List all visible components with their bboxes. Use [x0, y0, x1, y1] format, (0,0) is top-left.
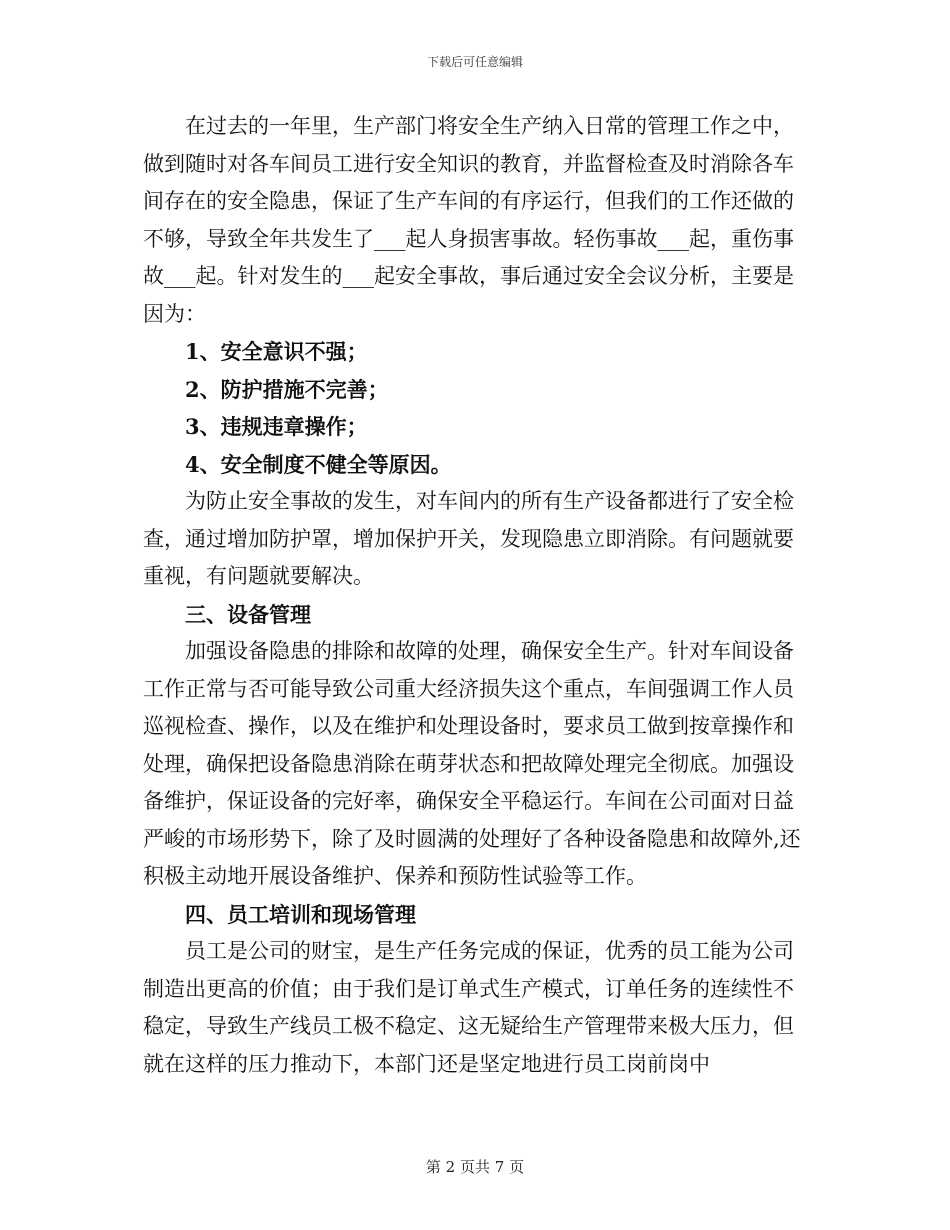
- list-item-1: 1、安全意识不强；: [185, 339, 368, 364]
- paragraph-equipment: 加强设备隐患的排除和故障的处理，确保安全生产。针对车间设备工作正常与否可能导致公司重大经济损失这个重点，车间强调工作人员巡视检查、操作，以及在维护和处理设备时，要求员工做到按章操作和处理，确保把设备隐患消除在萌芽状态和把故障处理完全彻底。加强设备维护，保证设备的完好率，确保安全平稳运行。车间在公司面对日益严峻的市场形势下，除了及时圆满的处理好了各种设备隐患和故障外,还积极主动地开展设备维护、保养和预防性试验等工作。: [143, 639, 801, 888]
- list-item-4: 4、安全制度不健全等原因。: [185, 451, 452, 477]
- document-body: [143, 108, 807, 1083]
- section-heading-training: 四、员工培训和现场管理: [185, 901, 416, 927]
- paragraph-safety-summary: 在过去的一年里，生产部门将安全生产纳入日常的管理工作之中，做到随时对各车间员工进行安全知识的教育，并监督检查及时消除各车间存在的安全隐患，保证了生产车间的有序运行，但我们的工作还做的不够，导致全年共发生了___起人身损害事故。轻伤事故___起，重伤事故___起。针对发生的___起安全事故，事后通过安全会议分析，主要是因为：: [143, 114, 794, 326]
- section-heading-equipment: 三、设备管理: [185, 601, 311, 627]
- list-item-3: 3、违规违章操作；: [185, 414, 368, 439]
- paragraph-training: 员工是公司的财宝，是生产任务完成的保证，优秀的员工能为公司制造出更高的价值；由于我们是订单式生产模式，订单任务的连续性不稳定，导致生产线员工极不稳定、这无疑给生产管理带来极大压力，但就在这样的压力推动下，本部门还是坚定地进行员工岗前岗中: [143, 939, 794, 1076]
- list-item-2: 2、防护措施不完善；: [185, 376, 389, 402]
- page-header: 下载后可任意编辑: [426, 55, 523, 69]
- paragraph-prevention: 为防止安全事故的发生，对车间内的所有生产设备都进行了安全检查，通过增加防护罩，增加保护开关，发现隐患立即消除。有问题就要重视，有问题就要解决。: [143, 489, 794, 588]
- page-footer: 第 2 页共 7 页: [425, 1158, 525, 1176]
